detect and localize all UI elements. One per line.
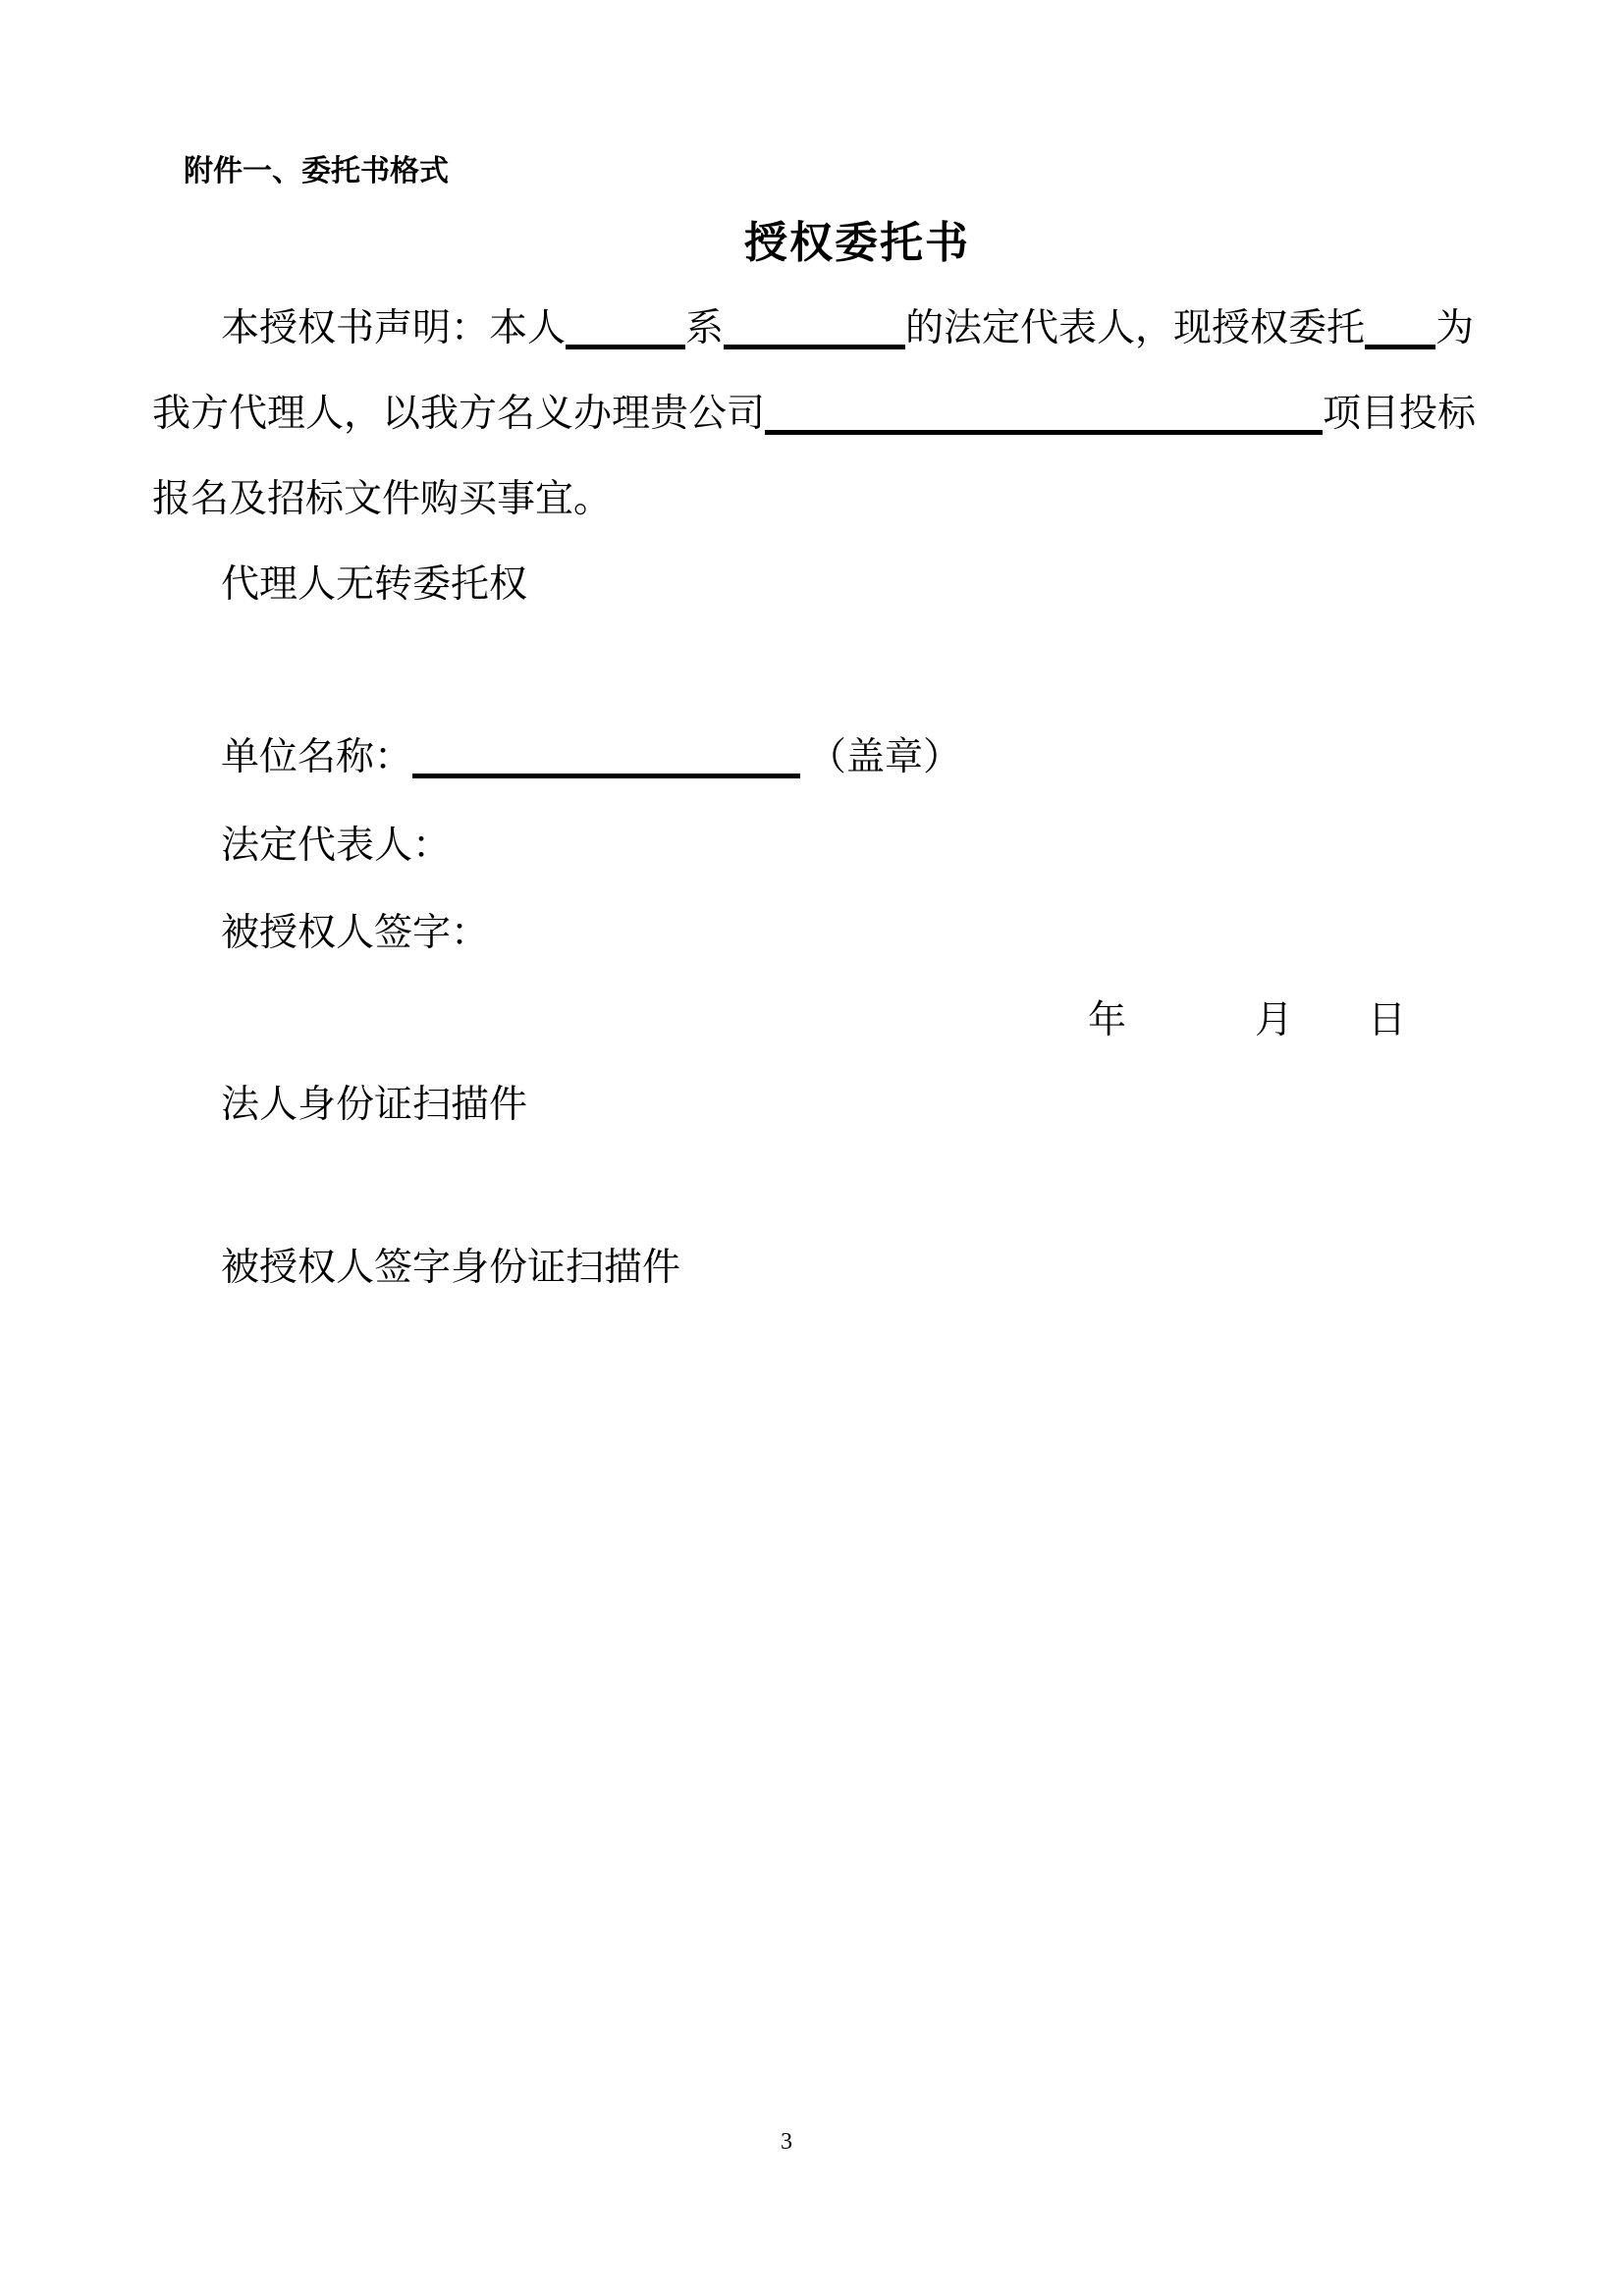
legal-representative-line [221, 825, 451, 868]
authorized-id-scan-label: 被授权人签字身份证扫描件 [221, 1247, 681, 1289]
registration-clause-text: 报名及招标文件购买事宜。 [152, 478, 613, 520]
date-month-label: 月 [1255, 999, 1294, 1041]
unit-name-label: 单位名称： [221, 736, 413, 778]
declaration-line [221, 307, 1474, 350]
blank-agent-name [1365, 345, 1435, 349]
document-title: 授权委托书 [744, 219, 970, 267]
declaration-text-3: 的法定代表人，现授权委托 [905, 307, 1366, 349]
seal-note: （盖章） [808, 736, 962, 778]
blank-project-name [765, 430, 1323, 435]
authorized-signer-line [221, 912, 489, 955]
declaration-text-2: 系 [685, 307, 725, 349]
legal-id-scan-label: 法人身份证扫描件 [221, 1084, 528, 1126]
date-day-label: 日 [1368, 999, 1407, 1041]
authorized-signer-label: 被授权人签字： [221, 912, 490, 954]
legal-id-scan-line [221, 1084, 527, 1127]
agent-clause-suffix: 项目投标 [1323, 393, 1477, 435]
declaration-text-4: 为 [1435, 307, 1475, 349]
registration-clause-line [152, 478, 612, 521]
declaration-text-1: 本授权书声明：本人 [221, 307, 567, 349]
date-year-label: 年 [1088, 999, 1127, 1041]
page-number: 3 [781, 2129, 792, 2155]
attachment-heading: 附件一、委托书格式 [184, 155, 449, 187]
agent-clause-text: 我方代理人，以我方名义办理贵公司 [152, 393, 766, 435]
agent-clause-line [152, 393, 1476, 436]
no-subdelegation-line [221, 563, 527, 607]
unit-name-line [221, 736, 961, 779]
blank-principal-name [566, 345, 685, 349]
date-line [1088, 999, 1406, 1042]
blank-unit-name [412, 774, 800, 778]
no-subdelegation-text: 代理人无转委托权 [221, 563, 528, 606]
blank-company-name [724, 345, 905, 349]
legal-representative-label: 法定代表人： [221, 825, 452, 867]
authorized-id-scan-line [221, 1247, 680, 1290]
